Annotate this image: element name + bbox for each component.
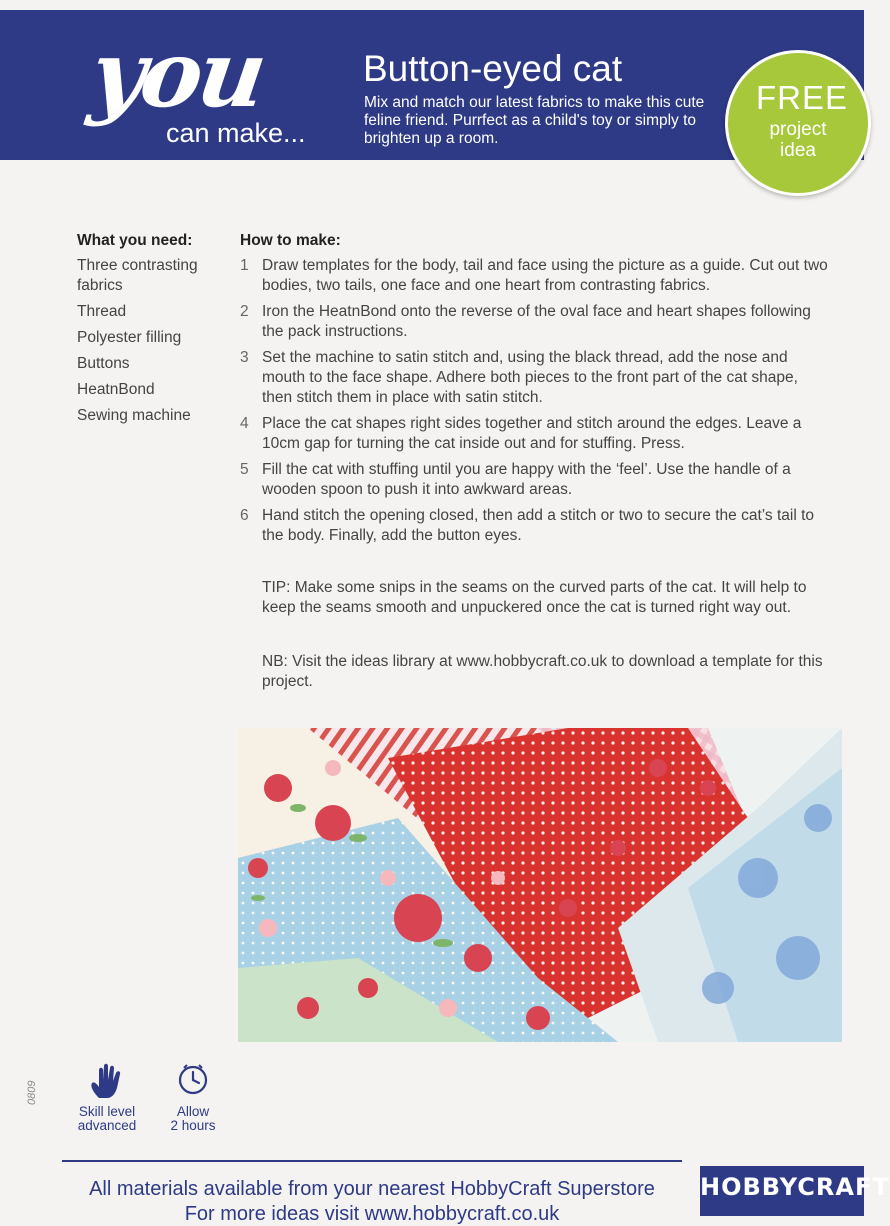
step-number: 3: [240, 349, 249, 366]
brand-you: you: [84, 20, 270, 128]
step-item: [240, 414, 830, 454]
step-number: 5: [240, 461, 249, 478]
intro-text: Mix and match our latest fabrics to make this cute feline friend. Purrfect as a child's toy or simply to brighten up a room.: [364, 94, 705, 147]
step-text: Fill the cat with stuffing until you are happy with the ‘feel’. Use the handle of a wooden spoon to push it into awkward areas.: [262, 461, 791, 498]
step-text: Place the cat shapes right sides together and stitch around the edges. Leave a 10cm gap for turning the cat inside out and for stuffing. Press.: [262, 415, 802, 452]
skill-value: advanced: [77, 1118, 137, 1133]
needs-item: HeatnBond: [77, 381, 155, 398]
step-text: Set the machine to satin stitch and, using the black thread, add the nose and mouth to the face shape. Adhere both pieces to the front part of the cat shape, then stitch them in place with satin stitch.: [262, 349, 798, 406]
how-heading: How to make:: [240, 232, 341, 249]
footer-rule: [62, 1160, 682, 1162]
step-item: [240, 302, 830, 342]
step-number: 4: [240, 415, 249, 432]
step-number: 6: [240, 507, 249, 524]
footer-line-2: For more ideas visit www.hobbycraft.co.uk: [184, 1203, 560, 1225]
free-project-badge: [725, 50, 871, 196]
step-item: [240, 506, 830, 546]
what-you-need: [77, 232, 227, 432]
step-number: 1: [240, 257, 249, 274]
skill-level-box: [72, 1062, 142, 1133]
step-item: [240, 460, 830, 500]
badge-free: FREE: [756, 79, 849, 116]
hobbycraft-logo: HOBBYCRAFT: [700, 1166, 864, 1216]
time-box: [158, 1062, 228, 1133]
needs-item: Buttons: [77, 355, 130, 372]
fabric-photo: [238, 728, 842, 1042]
time-value: 2 hours: [170, 1118, 216, 1133]
step-text: Hand stitch the opening closed, then add a stitch or two to secure the cat’s tail to the body. Finally, add the button eyes.: [262, 507, 815, 544]
needs-item: Three contrasting fabrics: [77, 257, 198, 294]
page-title: Button-eyed cat: [363, 48, 623, 89]
nb-text: NB: Visit the ideas library at www.hobbycraft.co.uk to download a template for this project.: [262, 653, 823, 690]
fabric-illustration: [238, 728, 842, 1042]
time-label: Allow: [176, 1104, 210, 1119]
step-number: 2: [240, 303, 249, 320]
needs-item: Thread: [77, 303, 127, 320]
step-text: Draw templates for the body, tail and face using the picture as a guide. Cut out two bodies, two tails, one face and one heart from contrasting fabrics.: [262, 257, 828, 294]
how-to-make: [240, 232, 830, 552]
step-item: [240, 256, 830, 296]
side-code: 0809: [26, 1080, 38, 1105]
brand-can-make: can make...: [166, 118, 306, 148]
skill-label: Skill level: [78, 1104, 136, 1119]
hand-icon: [87, 1062, 127, 1100]
badge-subtitle: project idea: [769, 119, 827, 161]
tip-text: TIP: Make some snips in the seams on the curved parts of the cat. It will help to keep the seams smooth and unpuckered once the cat is turned right way out.: [262, 579, 807, 616]
needs-item: Polyester filling: [77, 329, 182, 346]
needs-item: Sewing machine: [77, 407, 191, 424]
footer-line-1: All materials available from your nearest HobbyCraft Superstore: [89, 1178, 655, 1200]
step-item: [240, 348, 830, 408]
clock-icon: [176, 1062, 210, 1096]
needs-heading: What you need:: [77, 232, 193, 249]
step-text: Iron the HeatnBond onto the reverse of the oval face and heart shapes following the pack instructions.: [262, 303, 811, 340]
